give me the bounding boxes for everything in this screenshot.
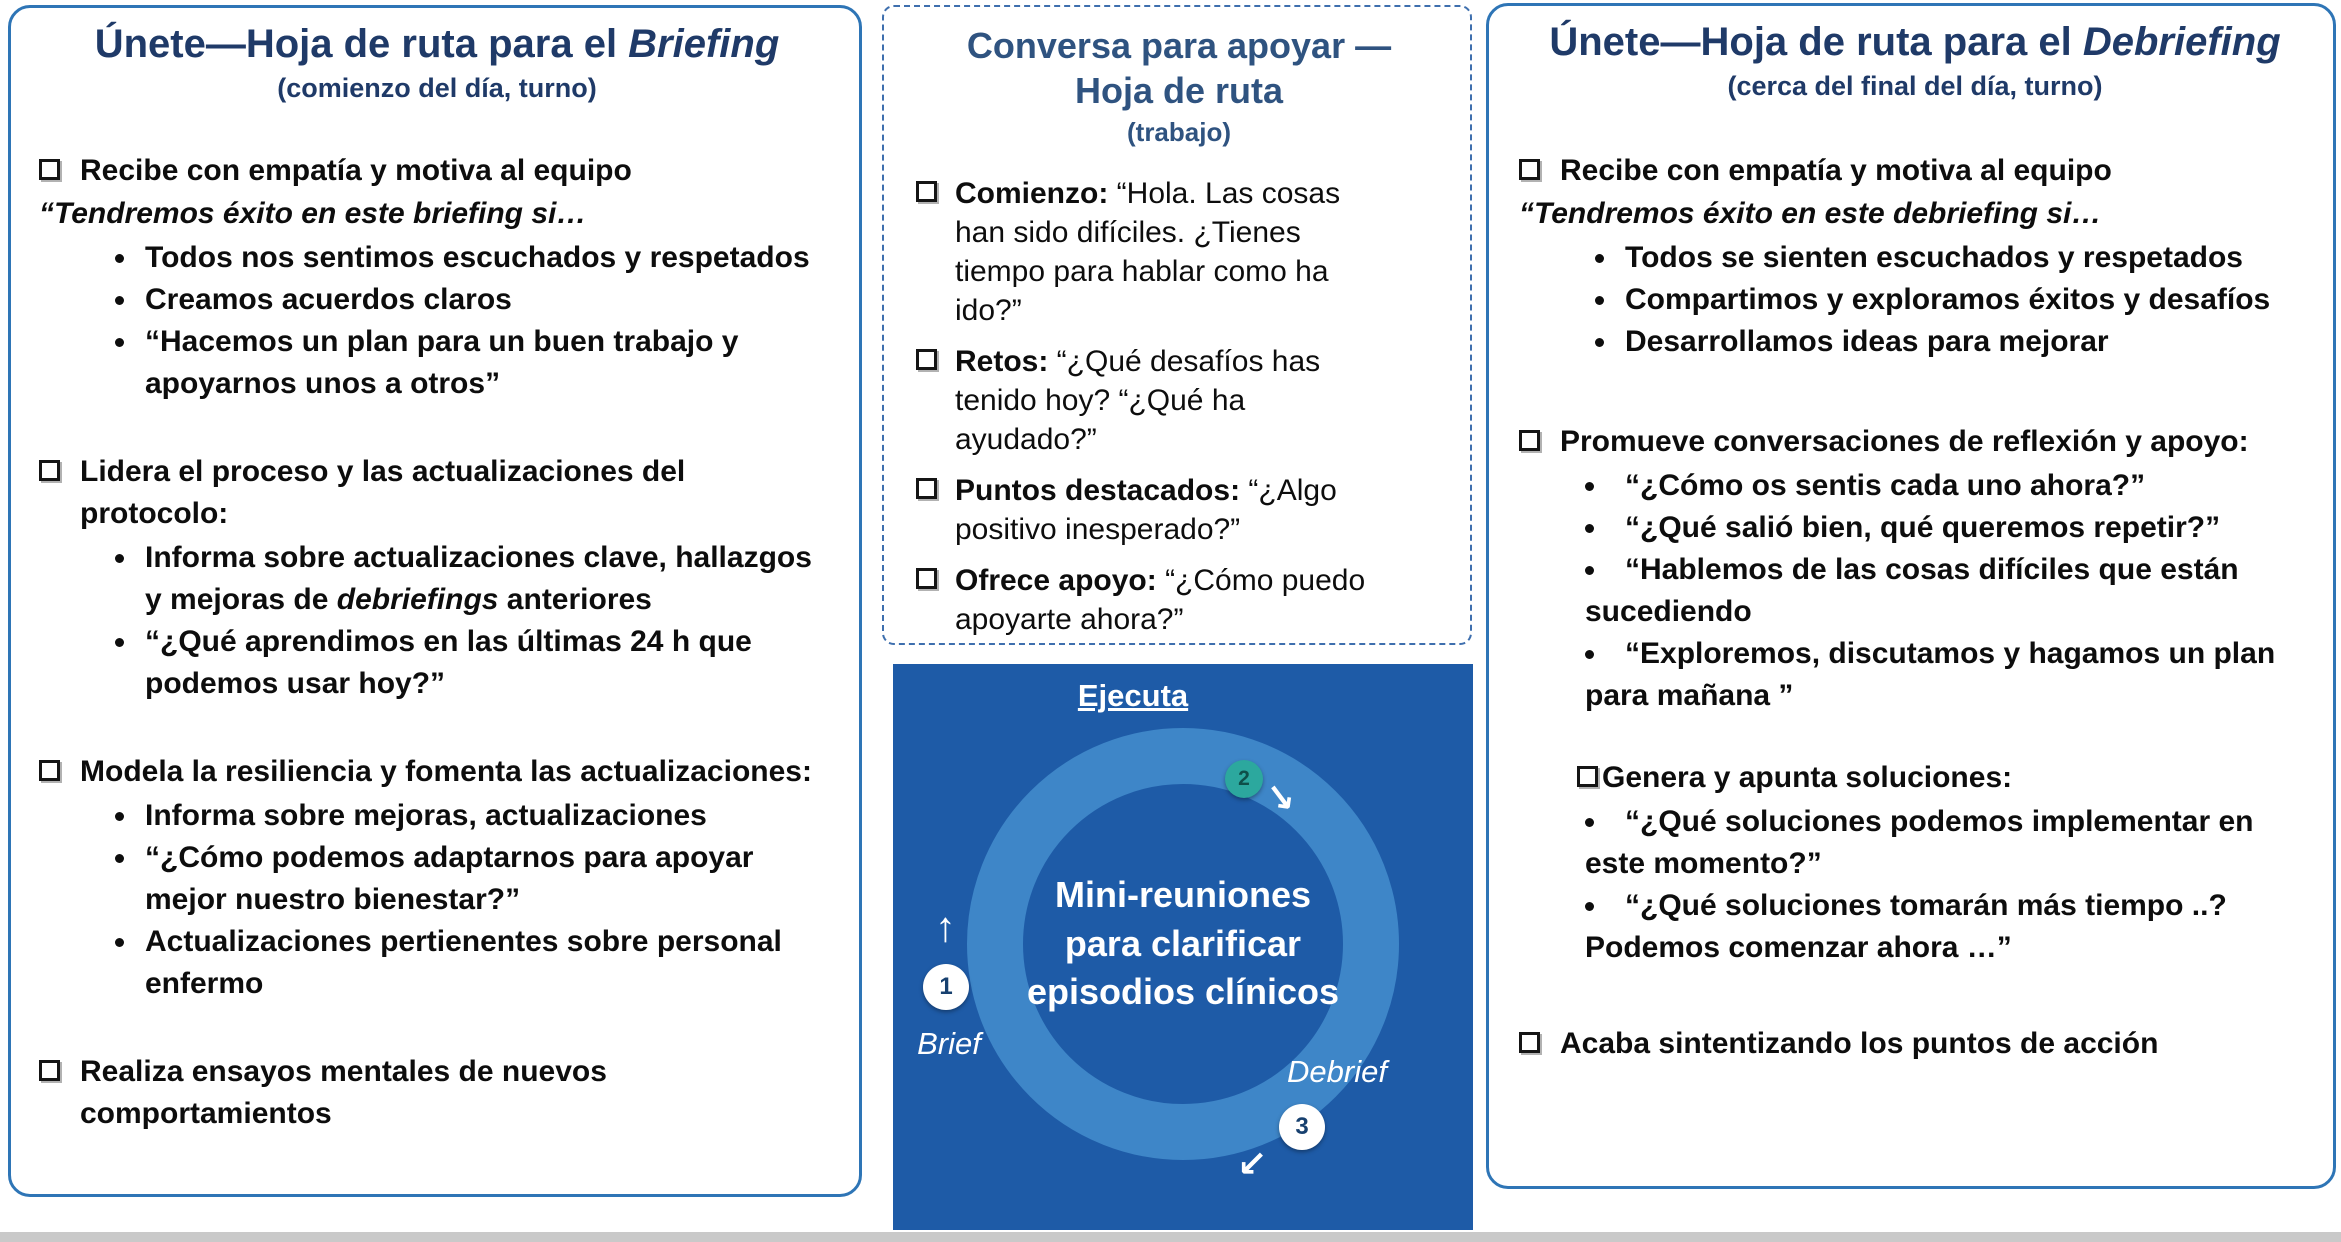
bullet-item: • “¿Qué soluciones podemos implementar en este momento?” [1585, 801, 2311, 885]
panel-subtitle: (comienzo del día, turno) [277, 73, 597, 103]
section-header [39, 150, 835, 192]
bullet-list [39, 237, 835, 405]
checklist-section [1519, 150, 2311, 363]
item-label: Retos: [955, 345, 1049, 378]
bullet-item: • “Hacemos un plan para un buen trabajo y apoyarnos unos a otros” [139, 321, 835, 405]
panel-title-em: Debriefing [2082, 20, 2281, 64]
checkbox-icon [1577, 766, 1598, 787]
up-arrow-icon: ↑ [935, 903, 956, 950]
panel-title [39, 20, 835, 68]
bullet-item [139, 537, 835, 621]
bullet-item: • Desarrollamos ideas para mejorar [1619, 321, 2311, 363]
bullet-item: • “¿Cómo os sentis cada uno ahora?” [1585, 465, 2311, 507]
center-caption-line: episodios clínicos [1026, 971, 1340, 1013]
panel-subtitle: (cerca del final del día, turno) [1727, 71, 2103, 101]
section-note: “Tendremos éxito en este briefing si… [39, 197, 587, 231]
panel-title-em: Briefing [628, 22, 780, 66]
checklist-section [1519, 421, 2311, 717]
checklist-section [1519, 757, 2311, 969]
section-header [39, 451, 835, 535]
bullet-list [1519, 801, 2311, 969]
brief-label: Brief [917, 1026, 981, 1061]
section-note: “Tendremos éxito en este debriefing si… [1519, 197, 2102, 231]
down-right-arrow-icon: ↘ [1262, 775, 1298, 820]
bullet-text-em: debriefings [336, 583, 499, 617]
step-3-badge: 3 [1279, 1104, 1325, 1150]
item-body [955, 342, 1391, 459]
bullet-text: Informa sobre actualizaciones clave, hallazgos y mejoras de [145, 541, 812, 617]
cycle-diagram [893, 664, 1473, 1230]
checklist-section [39, 451, 835, 705]
checklist-section [39, 150, 835, 405]
item-label: Ofrece apoyo: [955, 564, 1157, 597]
bullet-item: • “Hablemos de las cosas difíciles que están sucediendo [1585, 549, 2311, 633]
checklist-section [39, 751, 835, 1005]
checkbox-icon [1519, 1032, 1540, 1053]
center-caption-line: para clarificar [1064, 922, 1302, 964]
bullet-list [39, 537, 835, 705]
support-conversation-box [882, 5, 1472, 645]
section-heading: Lidera el proceso y las actualizaciones del protocolo: [80, 455, 686, 531]
item-body [955, 561, 1391, 639]
panel-title-line2: Hoja de ruta [1074, 70, 1284, 111]
panel-title-text: Únete—Hoja de ruta para el [94, 22, 629, 66]
item-text: “¿Qué desafíos has tenido hoy? “¿Qué ha ayudado?” [955, 345, 1321, 456]
section-header [39, 1051, 835, 1135]
bullet-item: • Compartimos y exploramos éxitos y desafíos [1619, 279, 2311, 321]
bullet-text: anteriores [498, 583, 652, 617]
item-label: Comienzo: [955, 177, 1109, 210]
item-body [955, 174, 1391, 330]
panel-subtitle: (trabajo) [1127, 117, 1231, 147]
checkbox-icon [1519, 430, 1540, 451]
bullet-item: • “Exploremos, discutamos y hagamos un plan para mañana ” [1585, 633, 2311, 717]
ejecuta-label: Ejecuta [1077, 678, 1189, 713]
panel-title [1519, 18, 2311, 66]
bullet-item: • “¿Qué aprendimos en las últimas 24 h que podemos usar hoy?” [139, 621, 835, 705]
bullet-item: • Todos nos sentimos escuchados y respetados [139, 237, 835, 279]
checklist-item [916, 471, 1442, 549]
center-caption [967, 728, 1399, 1160]
section-heading: Genera y apunta soluciones: [1602, 761, 2013, 795]
item-label: Puntos destacados: [955, 474, 1241, 507]
section-heading: Realiza ensayos mentales de nuevos comportamientos [80, 1055, 607, 1131]
bullet-item: • “¿Qué salió bien, qué queremos repetir?” [1585, 507, 2311, 549]
panel-title-text: Únete—Hoja de ruta para el [1549, 20, 2083, 64]
bullet-item: • Creamos acuerdos claros [139, 279, 835, 321]
debriefing-panel [1486, 3, 2336, 1189]
checklist-section [1519, 1023, 2311, 1065]
checkbox-icon [39, 460, 60, 481]
section-header [1519, 421, 2311, 463]
section-heading: Promueve conversaciones de reflexión y apoyo: [1560, 425, 2249, 459]
section-heading: Modela la resiliencia y fomenta las actualizaciones: [80, 755, 812, 789]
checkbox-icon [916, 181, 937, 202]
item-text: “¿Cómo puedo apoyarte ahora?” [955, 564, 1366, 636]
section-header [39, 751, 835, 793]
checkbox-icon [916, 349, 937, 370]
checkbox-icon [916, 478, 937, 499]
section-header [1519, 1023, 2311, 1065]
checklist-item [916, 174, 1442, 330]
debrief-label: Debrief [1287, 1054, 1387, 1089]
bullet-list [1519, 465, 2311, 717]
bullet-list [39, 795, 835, 1005]
bullet-item: • “¿Qué soluciones tomarán más tiempo ..? Podemos comenzar ahora …” [1585, 885, 2311, 969]
bullet-item: • Actualizaciones pertienentes sobre personal enfermo [139, 921, 835, 1005]
step-1-badge: 1 [923, 964, 969, 1010]
item-body [955, 471, 1391, 549]
section-header [1519, 150, 2311, 192]
checkbox-icon [1519, 159, 1540, 180]
bullet-item: • Todos se sienten escuchados y respetados [1619, 237, 2311, 279]
checkbox-icon [39, 1060, 60, 1081]
checklist-section [39, 1051, 835, 1135]
briefing-panel [8, 5, 862, 1197]
item-text: “Hola. Las cosas han sido difíciles. ¿Tienes tiempo para hablar como ha ido?” [955, 177, 1341, 327]
panel-title-line1: Conversa para apoyar — [966, 25, 1392, 66]
section-heading: Acaba sintentizando los puntos de acción [1560, 1027, 2159, 1061]
bullet-item: • Informa sobre mejoras, actualizaciones [139, 795, 835, 837]
step-2-badge: 2 [1225, 760, 1263, 798]
bullet-list [1519, 237, 2311, 363]
section-header [1577, 757, 2311, 799]
center-caption-line: Mini-reuniones [1054, 874, 1311, 916]
section-heading: Recibe con empatía y motiva al equipo [1560, 154, 2112, 188]
checkbox-icon [39, 760, 60, 781]
panel-title [916, 23, 1442, 113]
bullet-item: • “¿Cómo podemos adaptarnos para apoyar mejor nuestro bienestar?” [139, 837, 835, 921]
bottom-edge [0, 1232, 2341, 1242]
down-left-arrow-icon: ↙ [1237, 1143, 1268, 1184]
checklist-item [916, 342, 1442, 459]
section-heading: Recibe con empatía y motiva al equipo [80, 154, 632, 188]
checkbox-icon [39, 159, 60, 180]
checkbox-icon [916, 568, 937, 589]
checklist-item [916, 561, 1442, 639]
item-text: “¿Algo positivo inesperado?” [955, 474, 1337, 546]
